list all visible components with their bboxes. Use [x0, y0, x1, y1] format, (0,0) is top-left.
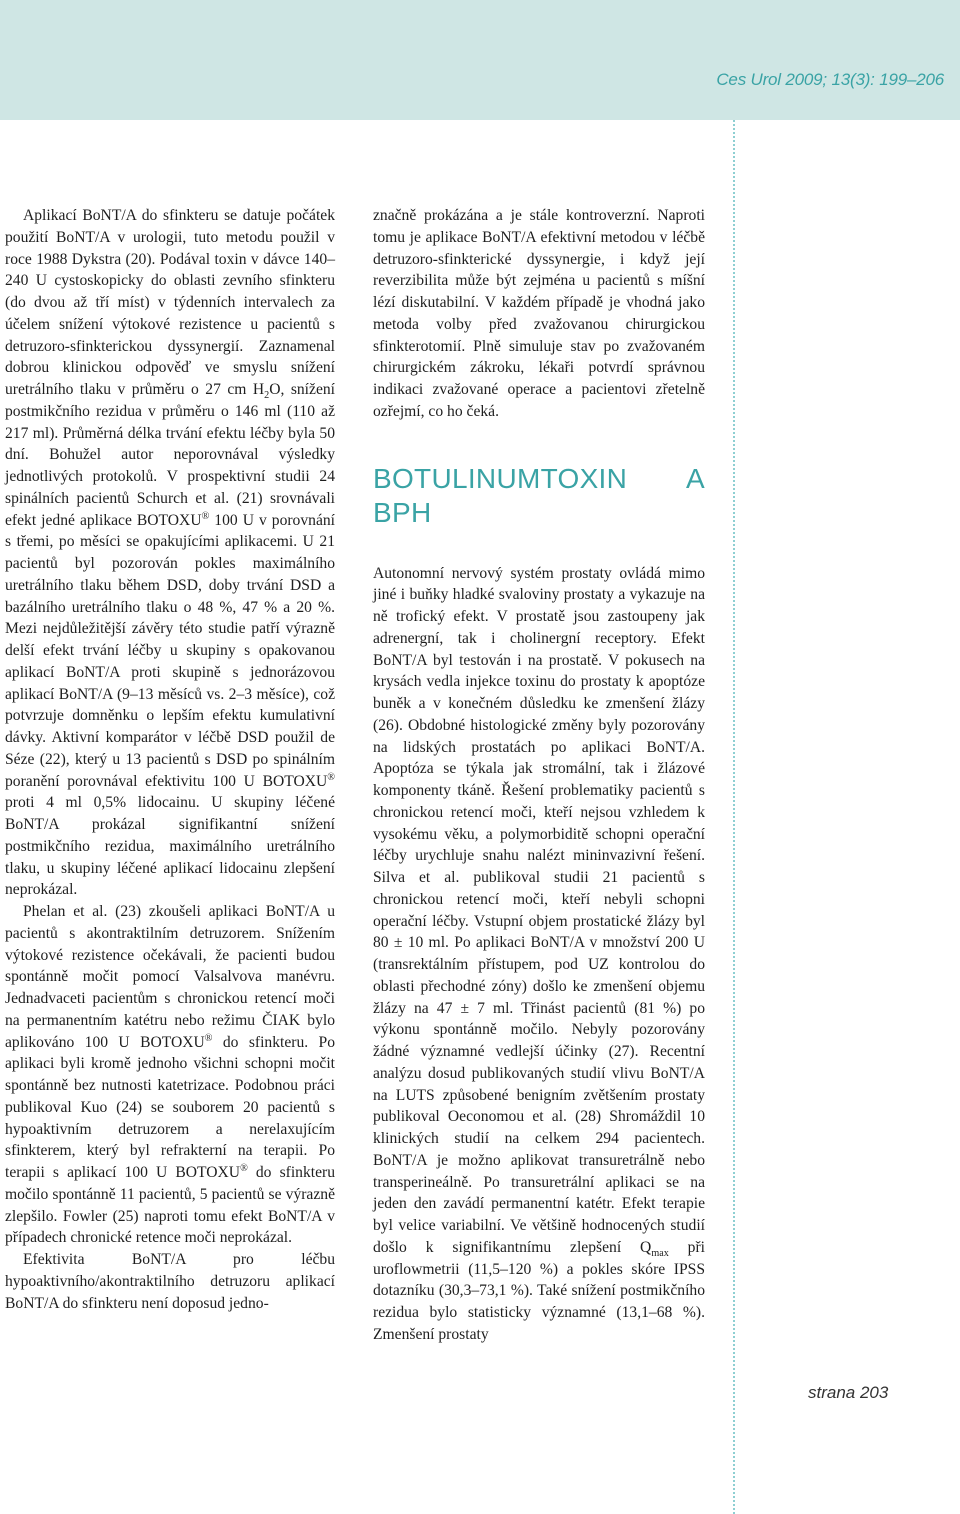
header-band	[0, 0, 960, 120]
margin-divider	[733, 120, 735, 1514]
journal-citation: Ces Urol 2009; 13(3): 199–206	[716, 70, 944, 89]
paragraph: Autonomní nervový systém prostaty ovládá mimo jiné i buňky hladké svaloviny prostaty a vykazuje na ně trofický efekt. V prostatě jsou zastoupeny jak adrenergní, tak i cholinergní receptory. Efekt BoNT/A byl testován i na prostatě. V pokusech na krysách vedla injekce toxinu do prostaty k apoptóze buněk a v konečném důsledku ke zmenšení žlázy (26). Obdobné histologické změny byly pozorovány na lidských prostatách po aplikaci BoNT/A. Apoptóza se týkala jak stromální, tak i žlázové komponenty tkáně. Řešení problematiky pacientů s chronickou retencí moči, kteří nejsou vzhledem k vysokému věku, a polymorbiditě schopni operační léčby urychluje snahu nalézt mininvazivní řešení. Silva et al. publikoval studii 21 pacientů s chronickou retencí moči, kteří nebyli schopni operační léčby. Vstupní objem prostatické žlázy byl 80 ± 10 ml. Po aplikaci BoNT/A v množství 200 U (transrektálním přístupem, pod UZ kontrolou do oblasti přechodné zóny) došlo ke zmenšení objemu žlázy na 47 ± 7 ml. Třinást pacientů (81 %) po výkonu spontánně močilo. Nebyly pozorovány žádné významné vedlejší účinky (27). Recentní analýzu dosud publikovaných studií vlivu BoNT/A na LUTS způsobené benigním zvětšením prostaty publikoval Oeconomou et al. (28) Shromáždil 10 klinických studií na celkem 294 pacientech. BoNT/A je možno aplikovat transuretrálně nebo transperineálně. Po transuretrální aplikaci se na jeden den zavádí permanentní katétr. Efekt terapie byl velice variabilní. Ve většině hodnocených studií došlo k signifikantnímu zlepšení $Q_{max}$ při uroflowmetrii (11,5–120 %) a pokles skóre IPSS dotazníku (30,3–73,1 %). Také snížení postmikčního rezidua bylo statisticky významné (13,1–68 %). Zmenšení prostaty	[373, 564, 705, 1343]
paragraph: Efektivita BoNT/A pro léčbu hypoaktivního/akontraktilního detruzoru aplikací BoNT/A do sfinkteru není doposud jedno-	[5, 1251, 335, 1312]
paragraph: značně prokázána a je stále kontroverzní. Naproti tomu je aplikace BoNT/A efektivní metodou v léčbě detruzoro-sfinkterické dyssynergie, i když její reverzibilita může být zejména u pacientů s míšní lézí diskutabilní. V každém případě je vhodná jako metoda volby před zvažovanou chirurgickou sfinkterotomií. Plně simuluje stav po zvažovaném chirurgickém zákroku, lékaři potvrdí správnou indikaci zvažované operace a pacientovi zřetelně ozřejmí, co ho čeká.	[373, 207, 705, 420]
section-heading: BOTULINUMTOXIN A BPH	[373, 462, 705, 528]
left-column	[5, 205, 335, 1314]
paragraph: Phelan et al. (23) zkoušeli aplikaci BoNT/A u pacientů s akontraktilním detruzorem. Snížením výtokové rezistence očekávali, že pacienti budou spontánně močit pomocí Valsalvova manévru. Jednadvaceti pacientům s chronickou retencí moči na permanentním katétru nebo režimu ČIAK bylo aplikováno 100 U BOTOXU® do sfinkteru. Po aplikaci byli kromě jednoho všichni schopni močit spontánně bez nutnosti katetrizace. Podobnou práci publikoval Kuo (24) se souborem 20 pacientů s hypoaktivním detruzorem a nerelaxujícím sfinkterem, který byl refrakterní na terapii. Po terapii s aplikací 100 U BOTOXU® do sfinkteru močilo spontánně 11 pacientů, 5 pacientů se výrazně zlepšilo. Fowler (25) naproti tomu efekt BoNT/A v případech chronické retence moči neprokázal.	[5, 903, 335, 1247]
page-number: strana 203	[808, 1383, 889, 1402]
middle-column	[373, 205, 705, 1346]
paragraph: Aplikací BoNT/A do sfinkteru se datuje počátek použití BoNT/A v urologii, tuto metodu použil v roce 1988 Dykstra (20). Podával toxin v dávce 140–240 U cystoskopicky do oblasti zevního sfinkteru (do dvou až tří míst) v týdenních intervalech za účelem snížení výtokové rezistence u pacientů s detruzoro-sfinkterickou dyssynergií. Zaznamenal dobrou klinickou odpověď ve smyslu snížení uretrálního tlaku v průměru o 27 cm $H_2O$, snížení postmikčního rezidua v průměru o 146 ml (110 až 217 ml). Průměrná délka trvání efektu léčby byla 50 dní. Bohužel autor neporovnával výsledky jednotlivých protokolů. V prospektivní studii 24 spinálních pacientů Schurch et al. (21) srovnávali efekt jedné aplikace BOTOXU® 100 U v porovnání s třemi, po měsíci se opakujícími aplikacemi. U 21 pacientů byl pozorován pokles maximálního uretrálního tlaku během DSD, doby trvání DSD a bazálního uretrálního tlaku o 48 %, 47 % a 20 %. Mezi nejdůležitější závěry této studie patří výrazně delší efekt trvání léčby u skupiny s opakovanou aplikací BoNT/A proti skupině s jednorázovou aplikací BoNT/A (9–13 měsíců vs. 2–3 měsíce), což potvrzuje domněnku o lepším efektu kumulativní dávky. Aktivní komparátor v léčbě DSD použil de Séze (22), který u 13 pacientů s DSD po spinálním poranění porovnával efektivitu 100 U BOTOXU® proti 4 ml 0,5% lidocainu. U skupiny léčené BoNT/A prokázal signifikantní snížení postmikčního rezidua, maximálního uretrálního tlaku, u skupiny léčené aplikací lidocainu zlepšení neprokázal.	[5, 207, 335, 899]
